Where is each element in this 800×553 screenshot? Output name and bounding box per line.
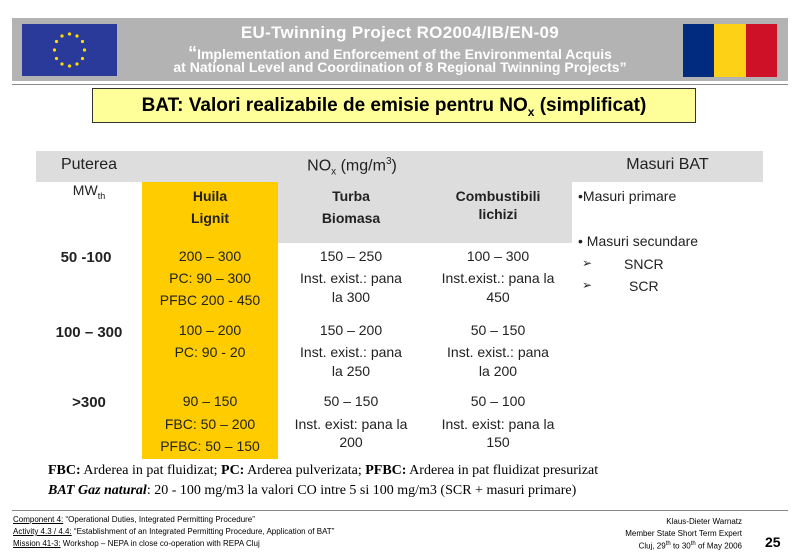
page-number: 25 xyxy=(765,534,781,550)
header-divider xyxy=(12,84,788,85)
subheader-lichizi: lichizi xyxy=(478,206,518,222)
footer-author: Klaus-Dieter Warnatz xyxy=(666,517,742,526)
arrow-bullet-icon: ➢ xyxy=(582,256,593,270)
header-project-title: EU-Twinning Project RO2004/IB/EN-09 xyxy=(240,23,560,42)
masuri-item-sncr: SNCR xyxy=(624,256,664,272)
table-cell: 50 – 100 xyxy=(470,393,526,409)
row-power-50-100: 50 -100 xyxy=(60,249,112,266)
table-cell: Inst. exist.: pana xyxy=(447,344,549,360)
footer-component: Component 4: “Operational Duties, Integrated Permitting Procedure” xyxy=(13,515,255,524)
table-cell: 150 – 200 xyxy=(319,322,383,338)
masuri-item-scr: SCR xyxy=(629,278,659,294)
subheader-biomasa: Biomasa xyxy=(321,210,381,226)
col-header-puterea: Puterea xyxy=(60,156,118,173)
table-cell: la 300 xyxy=(331,289,371,305)
footer-mission: Mission 41-3: Workshop – NEPA in close co-operation with REPA Cluj xyxy=(13,539,260,548)
table-cell: 90 – 150 xyxy=(182,393,238,409)
table-cell: PFBC 200 - 450 xyxy=(159,292,261,308)
arrow-bullet-icon: ➢ xyxy=(582,278,593,292)
masuri-secundare: • Masuri secundare xyxy=(578,233,699,249)
col-header-mw: $MW_{th}$ xyxy=(72,182,106,201)
footer-role: Member State Short Term Expert xyxy=(625,529,742,538)
table-cell: 450 xyxy=(486,289,510,305)
table-cell: 150 xyxy=(486,434,510,450)
eu-flag xyxy=(22,24,117,76)
romania-flag xyxy=(683,24,777,77)
footer-divider xyxy=(12,510,788,511)
table-cell: 200 xyxy=(339,434,363,450)
col-header-masuri: Masuri BAT xyxy=(626,156,709,173)
table-cell: PC: 90 - 20 xyxy=(174,344,246,360)
subheader-huila: Huila xyxy=(192,188,228,204)
table-cell: 150 – 250 xyxy=(319,248,383,264)
eu-stars-icon xyxy=(22,24,117,76)
table-cell: 50 – 150 xyxy=(323,393,379,409)
table-cell: 100 – 200 xyxy=(178,322,242,338)
table-cell: la 250 xyxy=(331,363,371,379)
subheader-combustibili: Combustibili xyxy=(455,188,541,204)
footer-date: Cluj, 29th to 30th of May 2006 xyxy=(638,541,742,551)
header-subtitle-line1: “Implementation and Enforcement of the Environmental Acquis xyxy=(188,43,612,63)
col-header-nox: $NO_x$ $(mg/m^3)$ xyxy=(307,156,397,178)
subheader-lignit: Lignit xyxy=(190,210,230,226)
masuri-primare: •Masuri primare xyxy=(578,188,677,204)
table-cell: Inst. exist.: pana xyxy=(300,344,402,360)
slide-title: BAT: Valori realizabile de emisie pentru $NO_x$ (simplificat) xyxy=(92,88,696,123)
row-power-100-300: 100 – 300 xyxy=(55,324,123,341)
footer-activity: Activity 4.3 / 4.4: “Establishment of an Integrated Permitting Procedure, Application of BAT” xyxy=(13,527,335,536)
table-cell: Inst.exist.: pana la xyxy=(441,270,555,286)
header-subtitle-line2: at National Level and Coordination of 8 Regional Twinning Projects” xyxy=(173,59,627,75)
row-power-300-plus: >300 xyxy=(72,394,106,411)
abbreviations-note: FBC: Arderea in pat fluidizat; PC: Arderea pulverizata; PFBC: Arderea in pat fluidizat presurizat xyxy=(48,463,599,478)
table-cell: FBC: 50 – 200 xyxy=(164,416,256,432)
table-cell: PFBC: 50 – 150 xyxy=(160,438,260,454)
table-cell: 50 – 150 xyxy=(470,322,526,338)
subheader-turba: Turba xyxy=(332,188,370,204)
table-cell: 200 – 300 xyxy=(178,248,242,264)
table-cell: PC: 90 – 300 xyxy=(169,270,251,286)
table-cell: Inst. exist.: pana xyxy=(300,270,402,286)
table-cell: Inst. exist: pana la xyxy=(441,416,555,432)
table-cell: Inst. exist: pana la xyxy=(294,416,408,432)
table-cell: 100 – 300 xyxy=(466,248,530,264)
gas-bat-note: BAT Gaz natural: 20 - 100 mg/m3 la valori CO intre 5 si 100 mg/m3 (SCR + masuri primare) xyxy=(48,483,577,498)
table-cell: la 200 xyxy=(478,363,518,379)
